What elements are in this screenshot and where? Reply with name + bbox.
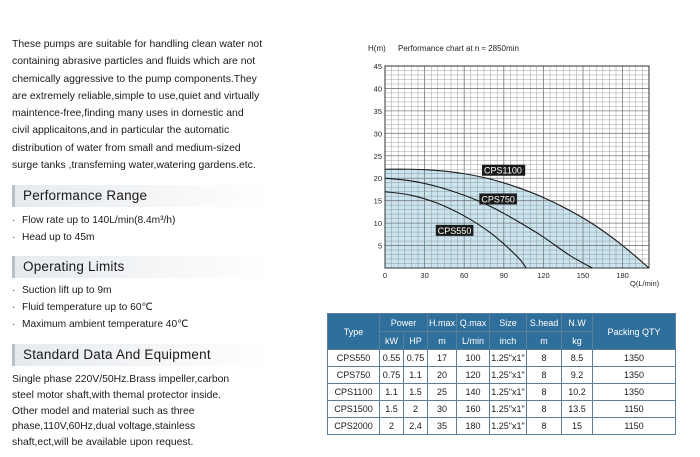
table-cell: 8 — [527, 367, 562, 384]
unit-kg: kg — [562, 332, 593, 350]
table-cell: 0.55 — [380, 350, 404, 367]
bullet-icon: · — [12, 302, 16, 313]
table-cell: 1150 — [593, 418, 676, 435]
series-label: CPS550 — [437, 225, 472, 236]
list-item — [12, 282, 189, 299]
table-cell: 13.5 — [562, 401, 593, 418]
table-cell: 160 — [457, 401, 490, 418]
header-hmax: H.max — [428, 314, 457, 332]
table-cell: 1.5 — [380, 401, 404, 418]
standard-data-heading: Standard Data And Equipment — [12, 344, 269, 366]
table-cell: 100 — [457, 350, 490, 367]
table-cell: CPS2000 — [328, 418, 380, 435]
table-cell: 1.25"x1" — [490, 350, 527, 367]
standard-data-paragraph — [12, 372, 272, 451]
bullet-icon: · — [12, 215, 16, 226]
table-cell: CPS1500 — [328, 401, 380, 418]
y-tick-label: 30 — [373, 129, 382, 139]
list-item-text: Maximum ambient temperature 40℃ — [22, 319, 189, 330]
table-cell: 1350 — [593, 350, 676, 367]
y-tick-label: 5 — [377, 241, 382, 251]
x-tick-label: 60 — [460, 271, 469, 280]
table-cell: 9.2 — [562, 367, 593, 384]
list-item-text: Suction lift up to 9m — [22, 285, 112, 296]
intro-line: These pumps are suitable for handling clean water not — [12, 39, 263, 50]
standard-data-line: phase,110V,60Hz,dual voltage,stainless — [12, 421, 196, 433]
y-tick-label: 35 — [373, 106, 382, 116]
y-axis-label: H(m) — [368, 44, 386, 53]
table-cell: 0.75 — [404, 350, 428, 367]
table-cell: 1350 — [593, 367, 676, 384]
y-tick-label: 40 — [373, 84, 382, 94]
standard-data-line: Other model and material such as three — [12, 405, 195, 417]
operating-limits-heading: Operating Limits — [12, 256, 269, 278]
series-label: CPS750 — [481, 194, 515, 205]
table-cell: 1.25"x1" — [490, 384, 527, 401]
x-tick-label: 180 — [616, 271, 629, 280]
table-cell: 1350 — [593, 384, 676, 401]
intro-line: civil applicaitons,and in particular the automatic — [12, 125, 230, 137]
standard-data-line: Single phase 220V/50Hz.Brass impeller,carbon — [12, 374, 230, 385]
table-cell: 8 — [527, 350, 562, 367]
list-item-text: Flow rate up to 140L/min(8.4m³/h) — [22, 215, 176, 226]
list-item-text: Fluid temperature up to 60℃ — [22, 302, 153, 313]
x-tick-label: 30 — [420, 271, 429, 280]
table-cell: 140 — [457, 384, 490, 401]
y-tick-label: 45 — [373, 62, 382, 71]
intro-line: distribution of water from small and medium-sized — [12, 142, 241, 154]
table-cell: 1.25"x1" — [490, 418, 527, 435]
spec-table — [327, 313, 676, 435]
table-cell: 20 — [428, 367, 457, 384]
standard-data-line: steel motor shaft,with themal protector inside. — [12, 389, 222, 401]
unit-m: m — [527, 332, 562, 350]
header-size: Size — [490, 314, 527, 332]
unit-lmin: L/min — [457, 332, 490, 350]
intro-line: are extremely reliable,simple to use,quiet and virtually — [12, 90, 260, 102]
performance-range-list — [12, 212, 175, 246]
table-row — [328, 367, 676, 384]
table-cell: 1.1 — [380, 384, 404, 401]
table-cell: 35 — [428, 418, 457, 435]
series-label: CPS1100 — [484, 165, 522, 176]
bullet-icon: · — [12, 285, 16, 296]
table-row — [328, 384, 676, 401]
header-shead: S.head — [527, 314, 562, 332]
y-tick-label: 25 — [373, 151, 382, 161]
table-row — [328, 401, 676, 418]
table-cell: 1.1 — [404, 367, 428, 384]
x-tick-label: 0 — [382, 271, 388, 280]
table-row — [328, 418, 676, 435]
header-packing-qty: Packing QTY — [593, 314, 676, 350]
standard-data-line: shaft,ect,will be available upon request. — [12, 437, 194, 449]
intro-line: chemically aggressive to the pump components.They — [12, 73, 257, 85]
table-cell: 25 — [428, 384, 457, 401]
list-item — [12, 316, 189, 333]
chart-title: Performance chart at n ≈ 2850min — [398, 44, 519, 53]
x-axis-label: Q(L/min) — [630, 279, 660, 288]
table-cell: 1.25"x1" — [490, 367, 527, 384]
x-tick-label: 120 — [537, 271, 550, 280]
table-cell: 180 — [457, 418, 490, 435]
performance-chart — [340, 34, 675, 292]
table-row — [328, 350, 676, 367]
operating-limits-list — [12, 282, 189, 333]
intro-line: surge tanks ,transfeming water,watering gardens.etc. — [12, 160, 256, 172]
unit-inch: inch — [490, 332, 527, 350]
table-cell: 8 — [527, 401, 562, 418]
table-cell: 120 — [457, 367, 490, 384]
table-cell: 10.2 — [562, 384, 593, 401]
list-item — [12, 299, 189, 316]
y-tick-label: 10 — [373, 219, 382, 229]
bullet-icon: · — [12, 232, 16, 243]
unit-kw: kW — [380, 332, 404, 350]
x-tick-label: 90 — [499, 271, 508, 280]
table-cell: CPS1100 — [328, 384, 380, 401]
header-type: Type — [328, 314, 380, 350]
intro-line: maintence-free,finding many uses in domestic and — [12, 108, 244, 120]
header-nw: N.W — [562, 314, 593, 332]
table-cell: 1.25"x1" — [490, 401, 527, 418]
table-cell: 8 — [527, 384, 562, 401]
list-item — [12, 212, 175, 229]
table-cell: CPS750 — [328, 367, 380, 384]
table-header-row — [328, 314, 676, 332]
table-cell: CPS550 — [328, 350, 380, 367]
x-tick-label: 150 — [576, 271, 590, 280]
table-cell: 1.5 — [404, 384, 428, 401]
table-cell: 8.5 — [562, 350, 593, 367]
header-power: Power — [380, 314, 428, 332]
list-item-text: Head up to 45m — [22, 232, 95, 243]
table-cell: 1150 — [593, 401, 676, 418]
table-cell: 2 — [404, 401, 428, 418]
table-cell: 2.4 — [404, 418, 428, 435]
performance-range-heading: Performance Range — [12, 185, 269, 207]
table-cell: 15 — [562, 418, 593, 435]
unit-m: m — [428, 332, 457, 350]
bullet-icon: · — [12, 319, 16, 330]
table-cell: 17 — [428, 350, 457, 367]
table-cell: 8 — [527, 418, 562, 435]
header-qmax: Q.max — [457, 314, 490, 332]
y-tick-label: 20 — [373, 174, 382, 184]
unit-hp: HP — [404, 332, 428, 350]
table-cell: 0.75 — [380, 367, 404, 384]
list-item — [12, 229, 175, 246]
intro-line: containing abrasive particles and fluids which are not — [12, 56, 256, 68]
intro-paragraph — [12, 36, 272, 174]
table-cell: 2 — [380, 418, 404, 435]
y-tick-label: 15 — [373, 196, 382, 206]
table-cell: 30 — [428, 401, 457, 418]
